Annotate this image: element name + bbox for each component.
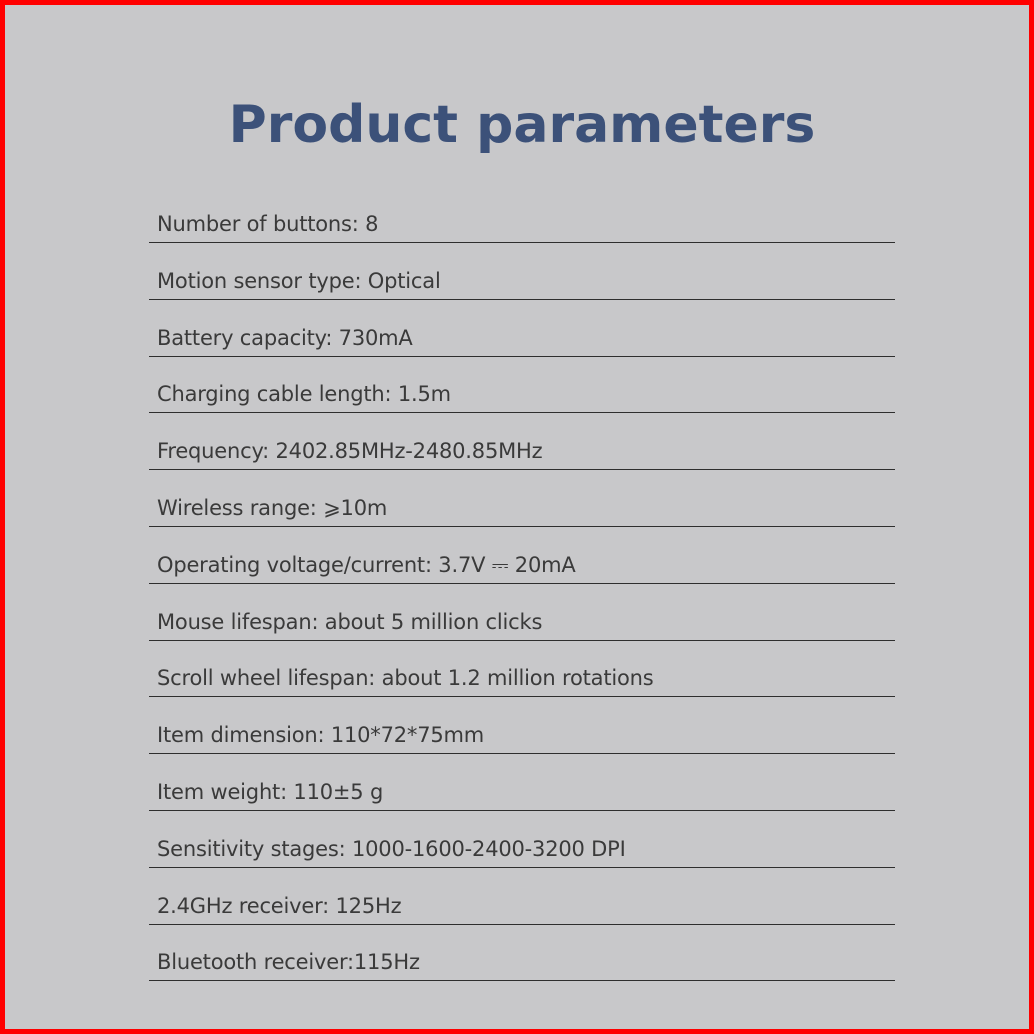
parameter-24ghz-receiver: 2.4GHz receiver: 125Hz	[157, 893, 402, 918]
parameter-mouse-lifespan: Mouse lifespan: about 5 million clicks	[157, 609, 543, 634]
parameter-row	[149, 925, 895, 981]
parameter-row	[149, 641, 895, 697]
parameter-battery-capacity: Battery capacity: 730mA	[157, 325, 413, 350]
parameter-row	[149, 414, 895, 470]
parameter-row	[149, 187, 895, 243]
parameter-item-weight: Item weight: 110±5 g	[157, 779, 384, 804]
parameter-frequency: Frequency: 2402.85MHz-2480.85MHz	[157, 439, 543, 464]
parameter-motion-sensor-type: Motion sensor type: Optical	[157, 268, 441, 293]
parameter-row	[149, 301, 895, 357]
parameter-operating-voltage-current: Operating voltage/current: 3.7V ⎓ 20mA	[157, 552, 576, 577]
parameter-item-dimension: Item dimension: 110*72*75mm	[157, 723, 485, 748]
parameter-row	[149, 528, 895, 584]
parameter-row	[149, 357, 895, 413]
parameter-row	[149, 244, 895, 300]
parameter-row	[149, 585, 895, 641]
parameter-number-of-buttons: Number of buttons: 8	[157, 212, 379, 236]
parameter-scroll-wheel-lifespan: Scroll wheel lifespan: about 1.2 million rotations	[157, 666, 654, 691]
parameter-wireless-range: Wireless range: ⩾10m	[157, 495, 388, 520]
parameter-bluetooth-receiver: Bluetooth receiver:115Hz	[157, 950, 420, 975]
parameter-charging-cable-length: Charging cable length: 1.5m	[157, 382, 451, 407]
parameter-list	[149, 187, 895, 982]
page-title: Product parameters	[228, 95, 816, 155]
parameter-row	[149, 471, 895, 527]
parameter-row	[149, 869, 895, 925]
parameter-row	[149, 812, 895, 868]
parameter-row	[149, 698, 895, 754]
parameter-row	[149, 755, 895, 811]
parameter-sensitivity-stages: Sensitivity stages: 1000-1600-2400-3200 DPI	[157, 836, 626, 861]
